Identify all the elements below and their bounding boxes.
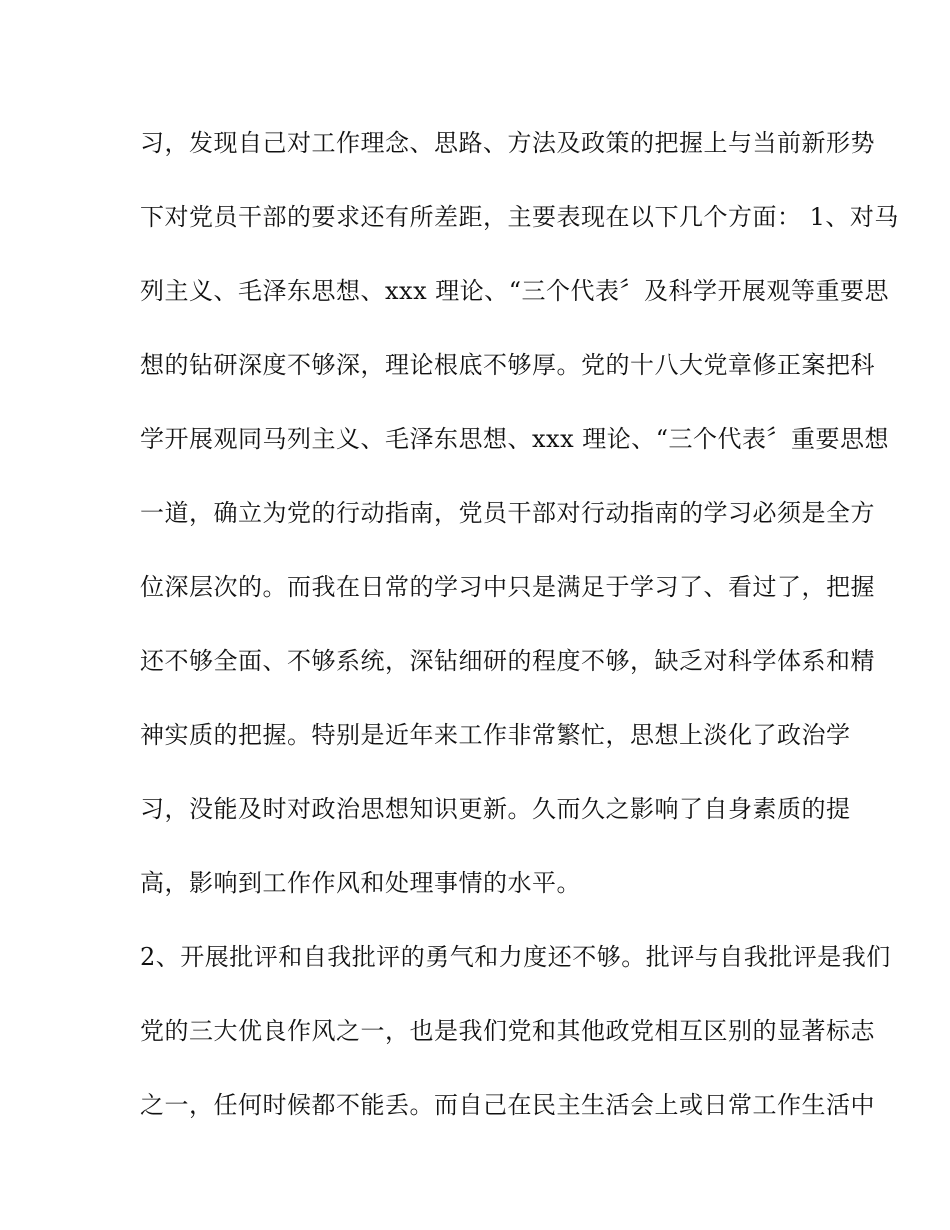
text-line: 之一，任何时候都不能丢。而自己在民主生活会上或日常工作生活中 (140, 1091, 875, 1119)
text-line: 学开展观同马列主义、毛泽东思想、xxx 理论、“三个代表〞重要思想 (140, 425, 890, 453)
text-line: 想的钻研深度不够深，理论根底不够厚。党的十八大党章修正案把科 (140, 351, 875, 379)
text-line: 习，发现自己对工作理念、思路、方法及政策的把握上与当前新形势 (140, 129, 875, 157)
text-line: 还不够全面、不够系统，深钻细研的程度不够，缺乏对科学体系和精 (140, 647, 875, 675)
text-line: 高，影响到工作作风和处理事情的水平。 (140, 869, 581, 897)
text-line: 一道，确立为党的行动指南，党员干部对行动指南的学习必须是全方 (140, 499, 875, 527)
text-line: 神实质的把握。特别是近年来工作非常繁忙，思想上淡化了政治学 (140, 721, 851, 749)
text-line: 位深层次的。而我在日常的学习中只是满足于学习了、看过了，把握 (140, 573, 875, 601)
text-line: 习，没能及时对政治思想知识更新。久而久之影响了自身素质的提 (140, 795, 851, 823)
text-line: 列主义、毛泽东思想、xxx 理论、“三个代表〞及科学开展观等重要思 (140, 277, 890, 305)
text-line: 2、开展批评和自我批评的勇气和力度还不够。批评与自我批评是我们 (140, 943, 891, 971)
text-line: 下对党员干部的要求还有所差距，主要表现在以下几个方面： 1、对马 (140, 203, 899, 231)
text-line: 党的三大优良作风之一，也是我们党和其他政党相互区别的显著标志 (140, 1017, 875, 1045)
